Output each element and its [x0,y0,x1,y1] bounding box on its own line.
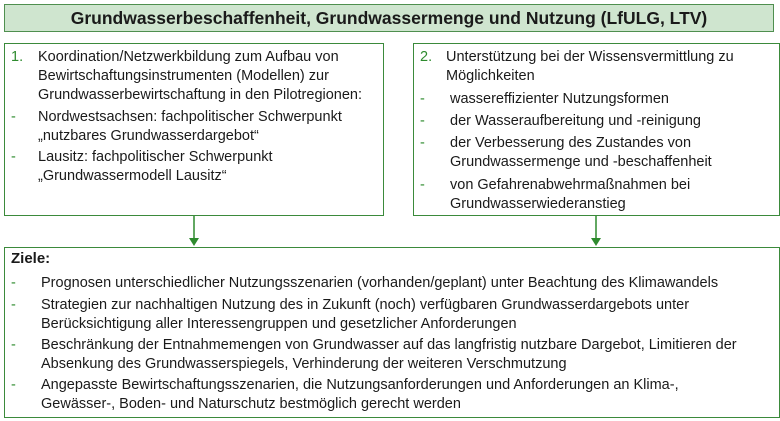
left-heading [38,48,362,105]
right-heading [446,48,734,86]
bullet-line: Grundwasserwiederanstieg [450,196,626,212]
bullet-marker: - [420,91,425,107]
right-arrow-head [591,238,601,246]
right-heading-line: Möglichkeiten [446,68,535,84]
bullet-line: Beschränkung der Entnahmemengen von Grundwasser auf das langfristig nutzbare Dargebot, Limitieren der [41,337,737,353]
bullet-line: Lausitz: fachpolitischer Schwerpunkt [38,149,273,165]
knowledge-box [413,43,780,216]
bullet-line: Strategien zur nachhaltigen Nutzung des in Zukunft (noch) verfügbaren Grundwasserdargebots unter [41,297,690,313]
bullet-line: Berücksichtigung aller Interessengruppen und gesetzlicher Anforderungen [41,316,517,332]
right-bullet-hazard [450,176,690,214]
coordination-box [4,43,384,216]
bullet-line: Gewässer-, Boden- und Naturschutz bestmöglich gerecht werden [41,396,461,412]
goal-strategies [41,296,689,334]
right-bullet-efficiency [450,90,669,109]
goals-heading: Ziele: [11,250,51,267]
bullet-line: wassereffizienter Nutzungsformen [450,91,669,107]
right-number: 2. [420,49,433,65]
goal-limitation [41,336,737,374]
bullet-marker: - [11,109,16,125]
bullet-line: Prognosen unterschiedlicher Nutzungsszenarien (vorhanden/geplant) unter Beachtung des Klimawandels [41,275,719,291]
bullet-line: von Gefahrenabwehrmaßnahmen bei [450,177,691,193]
left-heading-line: Bewirtschaftungsinstrumenten (Modellen) zur [38,68,329,84]
bullet-marker: - [11,297,16,313]
left-arrow-head [189,238,199,246]
left-number: 1. [11,49,24,65]
bullet-marker: - [420,135,425,151]
goal-prognoses [41,274,718,293]
bullet-marker: - [11,275,16,291]
bullet-line: Angepasste Bewirtschaftungsszenarien, die Nutzungsanforderungen und Anforderungen an Klima-, [41,377,679,393]
bullet-marker: - [420,113,425,129]
left-heading-line: Koordination/Netzwerkbildung zum Aufbau von [38,49,339,65]
right-bullet-treatment [450,112,701,131]
goals-box [4,247,780,418]
left-bullet-nordwestsachsen [38,108,342,146]
bullet-line: der Wasseraufbereitung und -reinigung [450,113,701,129]
bullet-line: Absenkung des Grundwasserspiegels, Verhinderung der weiteren Verschmutzung [41,356,567,372]
bullet-line: Nordwestsachsen: fachpolitischer Schwerpunkt [38,109,342,125]
bullet-line: der Verbesserung des Zustandes von [450,135,692,151]
bullet-line: „nutzbares Grundwasserdargebot“ [38,128,259,144]
bullet-marker: - [420,177,425,193]
bullet-marker: - [11,149,16,165]
bullet-marker: - [11,337,16,353]
bullet-line: „Grundwassermodell Lausitz“ [38,168,227,184]
left-bullet-lausitz [38,148,273,186]
bullet-line: Grundwassermenge und -beschaffenheit [450,154,712,170]
goal-scenarios [41,376,679,414]
bullet-marker: - [11,377,16,393]
right-heading-line: Unterstützung bei der Wissensvermittlung zu [446,49,734,65]
left-heading-line: Grundwasserbewirtschaftung in den Pilotregionen: [38,87,363,103]
diagram-title: Grundwasserbeschaffenheit, Grundwassermenge und Nutzung (LfULG, LTV) [4,4,774,32]
right-bullet-improvement [450,134,712,172]
